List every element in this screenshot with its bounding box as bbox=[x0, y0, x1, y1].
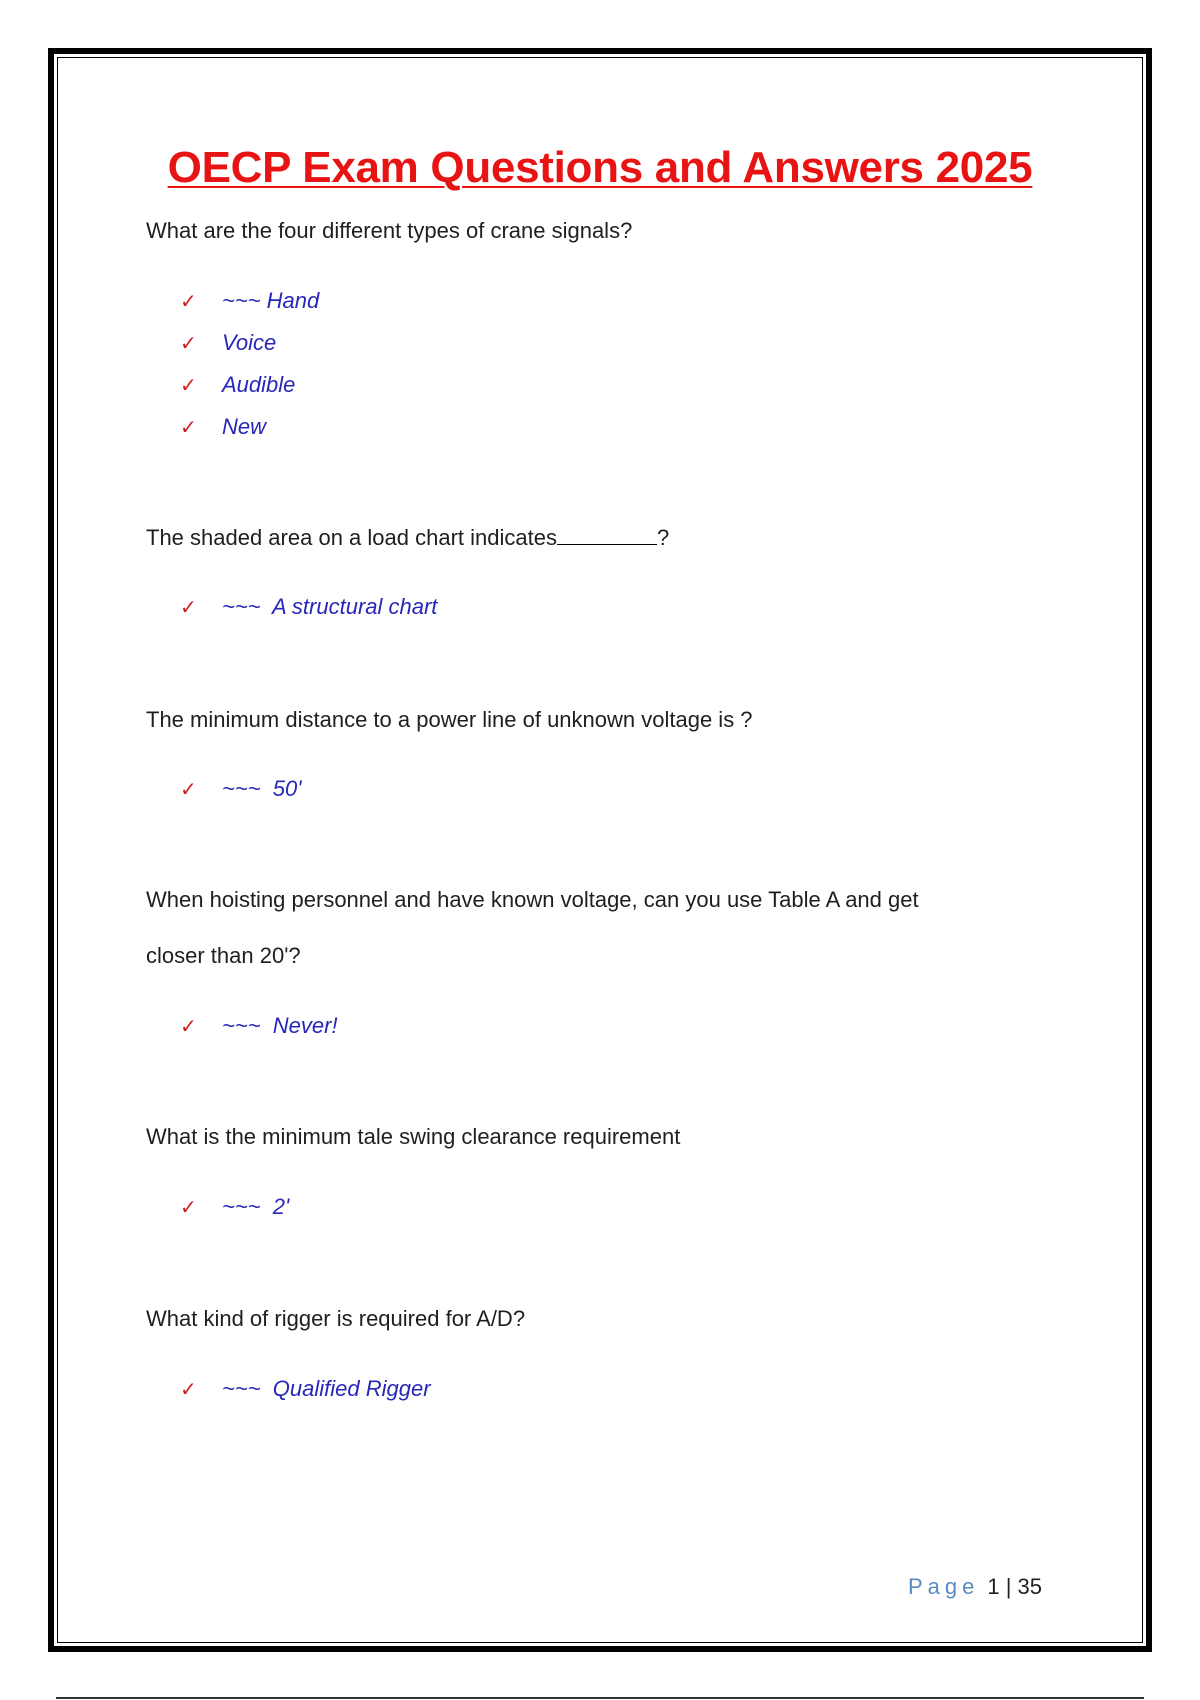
answer-item bbox=[180, 322, 319, 364]
check-mark-icon: ✓ bbox=[180, 777, 197, 801]
footer-page-number: 1 | 35 bbox=[987, 1574, 1042, 1599]
check-mark-icon: ✓ bbox=[180, 331, 197, 355]
answer-item bbox=[180, 364, 319, 406]
question-4-line-2: closer than 20'? bbox=[146, 943, 301, 968]
answer-item bbox=[180, 768, 301, 810]
answer-item bbox=[180, 406, 319, 448]
answer-item bbox=[180, 586, 437, 628]
answer-list-1 bbox=[180, 280, 319, 448]
question-6: What kind of rigger is required for A/D? bbox=[146, 1306, 526, 1331]
check-mark-icon: ✓ bbox=[180, 1014, 197, 1038]
check-mark-icon: ✓ bbox=[180, 1377, 197, 1401]
answer-list-4 bbox=[180, 1005, 338, 1047]
question-4-line-1: When hoisting personnel and have known voltage, can you use Table A and get bbox=[146, 887, 919, 912]
question-2 bbox=[146, 510, 1046, 566]
question-2-text: The shaded area on a load chart indicates bbox=[146, 525, 557, 550]
answer-item bbox=[180, 1368, 431, 1410]
question-4 bbox=[146, 872, 1046, 984]
answer-text: ~~~ 50' bbox=[222, 776, 302, 801]
check-mark-icon: ✓ bbox=[180, 415, 197, 439]
answer-text: ~~~ A structural chart bbox=[222, 594, 438, 619]
answer-list-5 bbox=[180, 1186, 289, 1228]
answer-item bbox=[180, 280, 319, 322]
answer-list-3 bbox=[180, 768, 301, 810]
question-3: The minimum distance to a power line of unknown voltage is ? bbox=[146, 707, 753, 732]
answer-text: ~~~ Qualified Rigger bbox=[222, 1376, 431, 1401]
document-title: OECP Exam Questions and Answers 2025 bbox=[167, 143, 1033, 192]
answer-text: Voice bbox=[222, 330, 277, 355]
bottom-rule bbox=[56, 1697, 1144, 1699]
answer-text: New bbox=[222, 414, 267, 439]
answer-text: Audible bbox=[222, 372, 296, 397]
check-mark-icon: ✓ bbox=[180, 373, 197, 397]
answer-text: ~~~ 2' bbox=[222, 1194, 290, 1219]
check-mark-icon: ✓ bbox=[180, 595, 197, 619]
answer-item bbox=[180, 1005, 338, 1047]
answer-list-6 bbox=[180, 1368, 431, 1410]
answer-list-2 bbox=[180, 586, 437, 628]
question-1: What are the four different types of crane signals? bbox=[146, 218, 633, 243]
check-mark-icon: ✓ bbox=[180, 1195, 197, 1219]
question-2-suffix: ? bbox=[656, 525, 670, 550]
answer-blank bbox=[557, 524, 657, 545]
answer-text: ~~~ Never! bbox=[222, 1013, 338, 1038]
answer-text: ~~~ Hand bbox=[222, 288, 320, 313]
page-footer bbox=[908, 1574, 1042, 1600]
footer-page-label: Page bbox=[907, 1574, 980, 1599]
question-5: What is the minimum tale swing clearance requirement bbox=[146, 1124, 681, 1149]
check-mark-icon: ✓ bbox=[180, 289, 197, 313]
answer-item bbox=[180, 1186, 289, 1228]
